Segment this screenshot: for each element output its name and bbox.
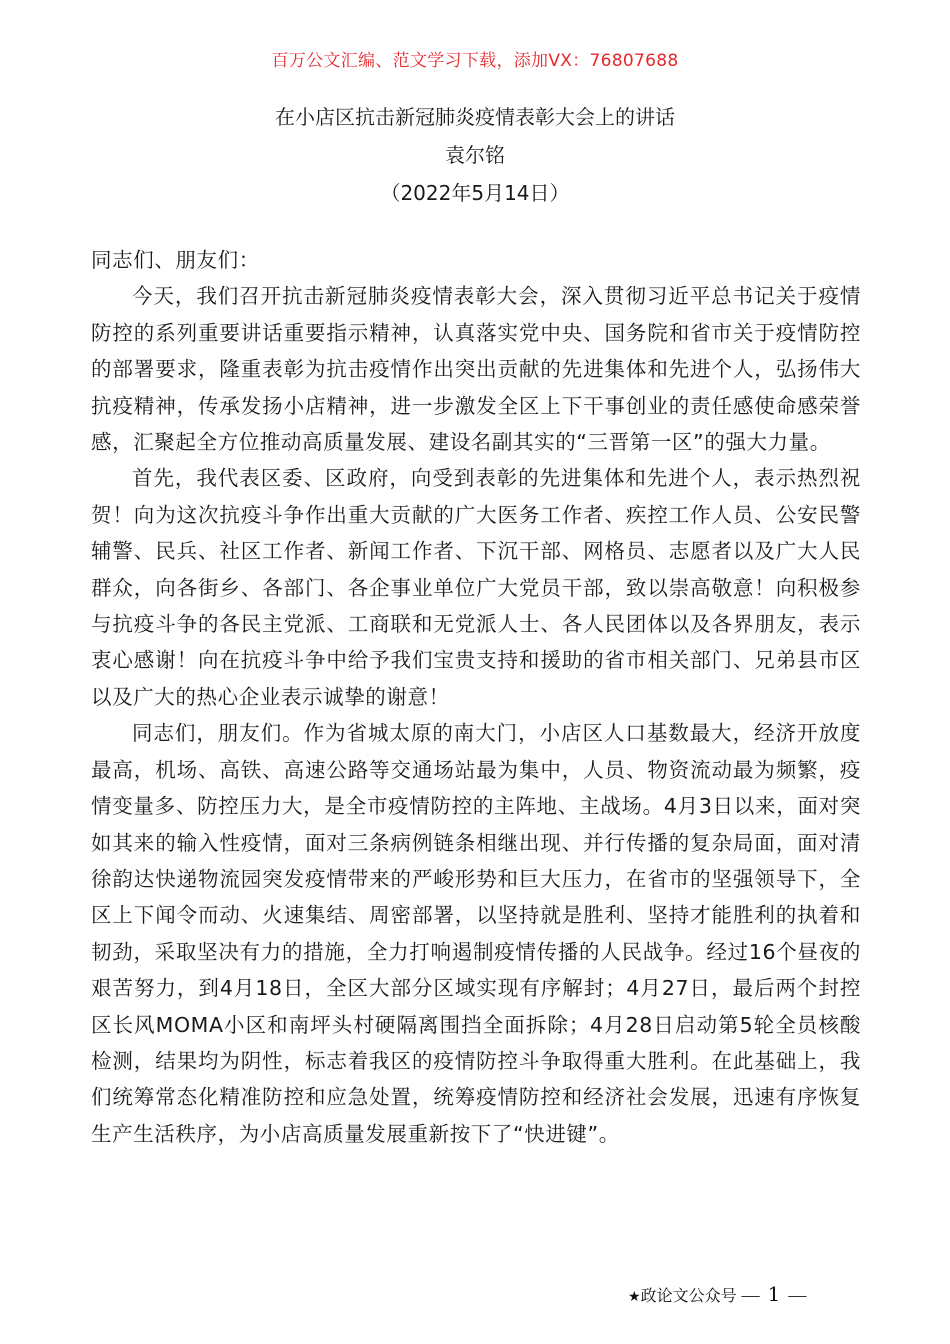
document-header (0, 98, 950, 212)
document-body (91, 242, 861, 1152)
paragraph-2: 首先，我代表区委、区政府，向受到表彰的先进集体和先进个人，表示热烈祝贺！向为这次抗疫斗争作出重大贡献的广大医务工作者、疾控工作人员、公安民警辅警、民兵、社区工作者、新闻工作者、下沉干部、网格员、志愿者以及广大人民群众，向各街乡、各部门、各企事业单位广大党员干部，致以崇高敬意！向积极参与抗疫斗争的各民主党派、工商联和无党派人士、各人民团体以及各界朋友，表示衷心感谢！向在抗疫斗争中给予我们宝贵支持和援助的省市相关部门、兄弟县市区以及广大的热心企业表示诚挚的谢意！ (91, 466, 861, 709)
document-title: 在小店区抗击新冠肺炎疫情表彰大会上的讲话 (275, 105, 675, 129)
salutation: 同志们、朋友们： (91, 248, 260, 272)
watermark-banner: 百万公文汇编、范文学习下载，添加VX：76807688 (271, 51, 679, 71)
footer-dash-right: — (788, 1285, 807, 1305)
paragraph-3: 同志们，朋友们。作为省城太原的南大门，小店区人口基数最大，经济开放度最高，机场、高铁、高速公路等交通场站最为集中，人员、物资流动最为频繁，疫情变量多、防控压力大，是全市疫情防控的主阵地、主战场。4月3日以来，面对突如其来的输入性疫情，面对三条病例链条相继出现、并行传播的复杂局面，面对清徐韵达快递物流园突发疫情带来的严峻形势和巨大压力，在省市的坚强领导下，全区上下闻令而动、火速集结、周密部署，以坚持就是胜利、坚持才能胜利的执着和韧劲，采取坚决有力的措施，全力打响遏制疫情传播的人民战争。经过16个昼夜的艰苦努力，到4月18日，全区大部分区域实现有序解封；4月27日，最后两个封控区长风MOMA小区和南坪头村硬隔离围挡全面拆除；4月28日启动第5轮全员核酸检测，结果均为阴性，标志着我区的疫情防控斗争取得重大胜利。在此基础上，我们统筹常态化精准防控和应急处置，统筹疫情防控和经济社会发展，迅速有序恢复生产生活秩序，为小店高质量发展重新按下了“快进键”。 (91, 721, 861, 1146)
page-footer (628, 1282, 806, 1306)
paragraph-1: 今天，我们召开抗击新冠肺炎疫情表彰大会，深入贯彻习近平总书记关于疫情防控的系列重要讲话重要指示精神，认真落实党中央、国务院和省市关于疫情防控的部署要求，隆重表彰为抗击疫情作出突出贡献的先进集体和先进个人，弘扬伟大抗疫精神，传承发扬小店精神，进一步激发全区上下干事创业的责任感使命感荣誉感，汇聚起全方位推动高质量发展、建设名副其实的“三晋第一区”的强大力量。 (91, 284, 861, 455)
document-author: 袁尔铭 (445, 143, 505, 167)
footer-dash-left: — (741, 1285, 760, 1305)
document-date: （2022年5月14日） (380, 181, 570, 205)
star-icon: ★ (628, 1289, 641, 1305)
page-number: 1 (767, 1282, 781, 1306)
footer-source: 政论文公众号 (640, 1286, 737, 1305)
